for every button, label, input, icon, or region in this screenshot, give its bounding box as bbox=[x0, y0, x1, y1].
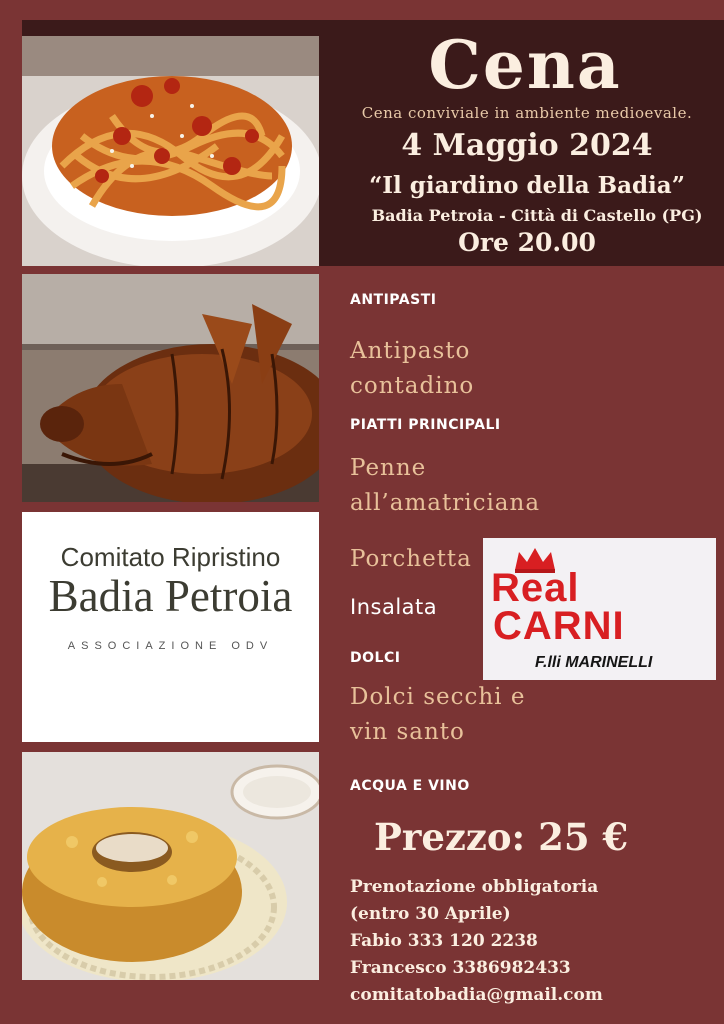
dish-porchetta: Porchetta bbox=[350, 546, 472, 572]
porchetta-photo bbox=[22, 274, 319, 502]
dish-penne-line-1: Penne bbox=[350, 455, 427, 481]
dish-antipasto bbox=[350, 334, 474, 404]
dish-antipasto-line-1: Antipasto bbox=[350, 338, 471, 364]
dish-dolci bbox=[350, 680, 525, 750]
sponsor-logo bbox=[483, 538, 716, 680]
dish-dolci-line-2: vin santo bbox=[350, 719, 465, 745]
event-subtitle: Cena conviviale in ambiente medioevale. bbox=[361, 104, 693, 122]
event-title: Cena bbox=[428, 26, 622, 104]
contact-francesco: Francesco 3386982433 bbox=[350, 958, 571, 978]
booking-deadline: (entro 30 Aprile) bbox=[350, 904, 511, 924]
logo-line-1: Comitato Ripristino bbox=[60, 542, 281, 572]
sponsor-tagline: F.lli MARINELLI bbox=[535, 654, 653, 671]
event-venue: “Il giardino della Badia” bbox=[369, 172, 685, 199]
logo-line-3: ASSOCIAZIONE ODV bbox=[67, 640, 274, 652]
dish-penne bbox=[350, 451, 540, 521]
contact-email[interactable]: comitatobadia@gmail.com bbox=[350, 985, 603, 1005]
section-piatti-principali: PIATTI PRINCIPALI bbox=[350, 417, 501, 433]
section-antipasti: ANTIPASTI bbox=[350, 292, 437, 308]
section-dolci: DOLCI bbox=[350, 650, 401, 666]
section-acqua-e-vino: ACQUA E VINO bbox=[350, 778, 470, 794]
sponsor-name-line-2: CARNI bbox=[493, 604, 625, 648]
event-place: Badia Petroia - Città di Castello (PG) bbox=[371, 206, 703, 225]
cake-photo bbox=[22, 752, 319, 980]
contact-fabio: Fabio 333 120 2238 bbox=[350, 931, 538, 951]
dish-penne-line-2: all’amatriciana bbox=[350, 490, 541, 516]
event-time: Ore 20.00 bbox=[458, 228, 596, 257]
dish-antipasto-line-2: contadino bbox=[350, 373, 475, 399]
event-date: 4 Maggio 2024 bbox=[401, 128, 653, 163]
dish-dolci-line-1: Dolci secchi e bbox=[350, 684, 526, 710]
pasta-photo bbox=[22, 36, 319, 266]
logo-line-2: Badia Petroia bbox=[48, 571, 293, 621]
booking-required: Prenotazione obbligatoria bbox=[350, 877, 599, 897]
comitato-logo bbox=[22, 512, 319, 742]
dish-insalata: Insalata bbox=[350, 595, 438, 619]
price: Prezzo: 25 € bbox=[374, 815, 629, 859]
sponsor-name-line-1: Real bbox=[491, 566, 580, 610]
